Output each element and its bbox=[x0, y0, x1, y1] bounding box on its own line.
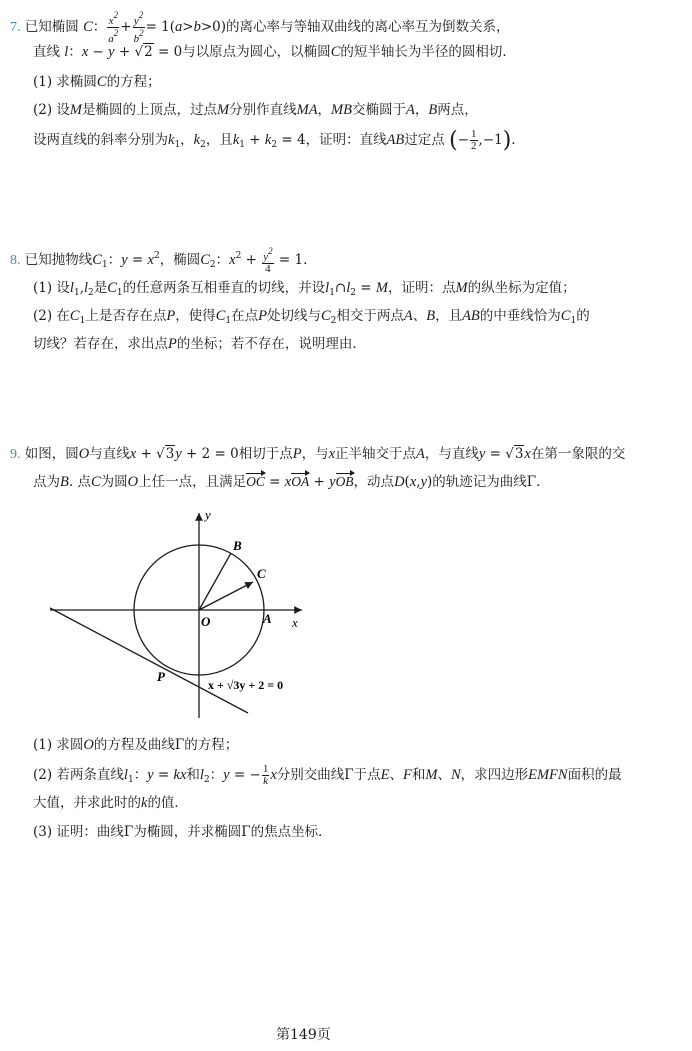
q8-text: ，且 bbox=[435, 308, 463, 324]
page-number: 第149页 bbox=[276, 1027, 331, 1043]
q9-part-3 bbox=[33, 822, 332, 842]
line-equation: x + √3y + 2 = 0 bbox=[208, 678, 284, 692]
q7-text: 的方程； bbox=[106, 74, 161, 90]
q7-line-2: 直线 l：x − y + √2 = 0与以原点为圆心，以椭圆C的短半轴长为半径的圆相切． bbox=[33, 44, 516, 60]
q8-number: 8. bbox=[10, 253, 21, 268]
label-c: C bbox=[257, 566, 266, 581]
q8-part-2: (2) 在$C_1$上是否存在点P，使得$C_1$在点P处切线与$C_2$相交于两点A、B，且AB的中垂线恰为$C_1$的 bbox=[33, 308, 590, 326]
q9-line-2: 点为B. 点C为圆O上任一点，且满足OC = xOA + yOB，动点D(x,y)的轨迹记为曲线Γ． bbox=[33, 474, 550, 490]
q7-text: (2) 设 bbox=[33, 102, 70, 118]
q9-text: ，动点 bbox=[353, 474, 395, 490]
q7-text: 的离心率与等轴双曲线的离心率互为倒数关系， bbox=[226, 19, 510, 35]
q8-text: 是 bbox=[93, 280, 108, 296]
q9-text: 与直线 bbox=[89, 446, 130, 462]
q8-text: 的中垂线恰为 bbox=[479, 308, 561, 324]
q9-text: 的值． bbox=[147, 795, 188, 811]
q9-text: 分别交曲线Γ于点 bbox=[276, 767, 381, 783]
q7-text: 设两直线的斜率分别为 bbox=[33, 132, 168, 148]
q9-text: ，与 bbox=[301, 446, 329, 462]
q9-text: (3) 证明：曲线Γ为椭圆，并求椭圆Γ的焦点坐标． bbox=[33, 824, 332, 840]
q9-text: 上任一点，且满足 bbox=[138, 474, 247, 490]
q9-text: 为圆 bbox=[100, 474, 128, 490]
q9-part-2: (2) 若两条直线$l_1$：y = kx和$l_2$：y = − $\frac{1}{k}$ x分别交曲线Γ于点E、F和M、N，求四边形EMFN面积的最 bbox=[33, 763, 622, 787]
q8-text: 切线？若存在，求出点 bbox=[33, 336, 168, 352]
q8-part-2-cont: 切线？若存在，求出点P的坐标；若不存在，说明理由． bbox=[33, 336, 366, 352]
q7-text: 直线 bbox=[33, 44, 60, 60]
geometry-figure bbox=[40, 505, 310, 720]
q9-text: 如图，圆 bbox=[24, 446, 79, 462]
q9-text: 的轨迹记为曲线Γ． bbox=[432, 474, 550, 490]
q7-text: 交椭圆于 bbox=[351, 102, 406, 118]
q9-number: 9. bbox=[10, 447, 21, 462]
q8-part-1: (1) 设$l_1,l_2$是$C_1$的任意两条互相垂直的切线，并设$l_1\cap l_2 = M$，证明：点M的纵坐标为定值； bbox=[33, 280, 576, 298]
q9-text: 和 bbox=[411, 767, 426, 783]
q8-text: (2) 在 bbox=[33, 308, 70, 324]
q9-text: 和 bbox=[186, 767, 200, 783]
tangent-line bbox=[50, 608, 248, 713]
q8-text: 已知抛物线 bbox=[24, 252, 93, 268]
q8-text: ，椭圆 bbox=[159, 252, 201, 268]
q8-text: 相交于两点 bbox=[336, 308, 404, 324]
q9-text: 点为 bbox=[33, 474, 60, 490]
q9-text: 大值，并求此时的 bbox=[33, 795, 141, 811]
q9-text: (1) 求圆 bbox=[33, 737, 84, 753]
q9-part-1: (1) 求圆O的方程及曲线Γ的方程； bbox=[33, 737, 239, 753]
q7-part-1: (1) 求椭圆C的方程； bbox=[33, 74, 161, 90]
q8-text: 的任意两条互相垂直的切线，并设 bbox=[122, 280, 326, 296]
q8-text: 处切线与 bbox=[266, 308, 321, 324]
q8-text: 的纵坐标为定值； bbox=[467, 280, 576, 296]
label-x: x bbox=[292, 615, 298, 630]
q7-text: 分别作直线 bbox=[229, 102, 297, 118]
label-a: A bbox=[263, 611, 272, 626]
q7-text: 的短半轴长为半径的圆相切． bbox=[340, 44, 516, 60]
q7-number: 7. bbox=[10, 20, 21, 35]
q8-text: ，证明：点 bbox=[388, 280, 456, 296]
q7-text: ，证明：直线 bbox=[305, 132, 387, 148]
q7-text: 是椭圆的上顶点，过点 bbox=[82, 102, 218, 118]
q9-text: (2) 若两条直线 bbox=[33, 767, 124, 783]
label-o: O bbox=[201, 614, 211, 629]
q8-text: (1) 设 bbox=[33, 280, 70, 296]
q7-text: ，且 bbox=[205, 132, 233, 148]
q7-part-2: (2) 设M是椭圆的上顶点，过点M分别作直线MA，MB交椭圆于A，B两点， bbox=[33, 102, 478, 118]
q9-line-1: 9. 如图，圆O与直线x + √3y + 2 = 0相切于点P，与x正半轴交于点A，与直线y = √3x在第一象限的交 bbox=[10, 446, 626, 462]
q9-text: 的方程及曲线Γ的方程； bbox=[93, 737, 239, 753]
q8-text: 上是否存在点 bbox=[85, 308, 167, 324]
q9-part-2-cont: 大值，并求此时的k的值． bbox=[33, 795, 188, 811]
q8-text: 的 bbox=[576, 308, 590, 324]
q7-text: 已知椭圆 bbox=[24, 19, 79, 35]
q7-line-1: 7. 已知椭圆 C： $\frac{x^2}{a^2}$ + $\frac{y^2}{b^2}$ = 1(a>b>0)的离心率与等轴双曲线的离心率互为倒数关系， bbox=[10, 10, 510, 45]
q7-text: 与以原点为圆心，以椭圆 bbox=[182, 44, 331, 60]
q9-text: ，求四边形 bbox=[460, 767, 529, 783]
q8-line-1: 8. 已知抛物线$C_1$：$y = x^2$，椭圆$C_2$：$x^2$ + $\frac{y^2}{4}$ = 1. bbox=[10, 246, 308, 275]
q7-text: 过定点 bbox=[404, 132, 445, 148]
q9-text: 在第一象限的交 bbox=[530, 446, 626, 462]
q9-text: 相切于点 bbox=[238, 446, 293, 462]
q7-text: 两点， bbox=[437, 102, 478, 118]
label-p: P bbox=[157, 669, 165, 684]
q7-text: (1) 求椭圆 bbox=[33, 74, 97, 90]
q9-text: ，与直线 bbox=[424, 446, 479, 462]
label-y: y bbox=[205, 507, 211, 522]
q8-text: 在点 bbox=[231, 308, 259, 324]
q7-part-2-cont: 设两直线的斜率分别为$k_1$，$k_2$，且$k_1 + k_2 = 4$，证明：直线AB过定点 (− $\frac{1}{2}$ ,−1). bbox=[33, 128, 516, 153]
q9-text: 正半轴交于点 bbox=[335, 446, 417, 462]
q9-text: . 点 bbox=[68, 474, 91, 490]
q8-text: ，使得 bbox=[175, 308, 216, 324]
q8-text: 的坐标；若不存在，说明理由． bbox=[176, 336, 366, 352]
q9-text: 面积的最 bbox=[567, 767, 622, 783]
label-b: B bbox=[233, 538, 242, 553]
